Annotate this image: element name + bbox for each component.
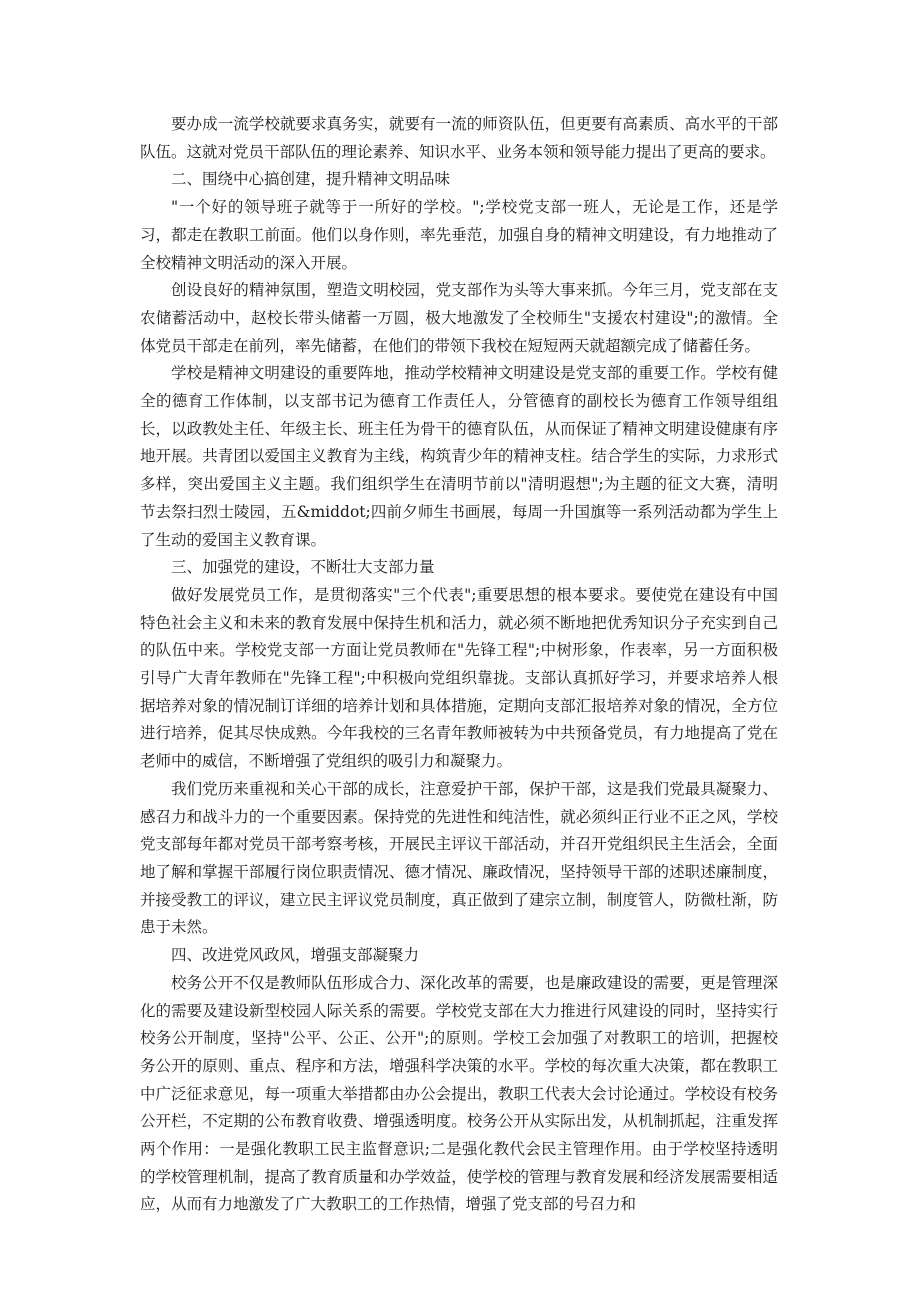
paragraph-5: 做好发展党员工作，是贯彻落实"三个代表";重要思想的根本要求。要使党在建设有中国特色社会主义和未来的教育发展中保持生机和活力，就必须不断地把优秀知识分子充实到自己的队伍中来。学校党支部一方面让党员教师在"先锋工程";中树形象，作表率，另一方面积极引导广大青年教师在"先锋工程";中积极向党组织靠拢。支部认真抓好学习，并要求培养人根据培养对象的情况制订详细的培养计划和具体措施，定期向支部汇报培养对象的情况，全方位进行培养，促其尽快成熟。今年我校的三名青年教师被转为中共预备党员，有力地提高了党在老师中的威信，不断增强了党组织的吸引力和凝聚力。 — [140, 585, 778, 771]
section-heading-4: 四、改进党风政风，增强支部凝聚力 — [171, 946, 420, 965]
paragraph-1: 要办成一流学校就要求真务实，就要有一流的师资队伍，但更要有高素质、高水平的干部队伍。这就对党员干部队伍的理论素养、知识水平、业务本领和领导能力提出了更高的要求。 — [140, 115, 778, 161]
paragraph-7: 校务公开不仅是教师队伍形成合力、深化改革的需要，也是廉政建设的需要，更是管理深化的需要及建设新型校园人际关系的需要。学校党支部在大力推进行风建设的同时，坚持实行校务公开制度，坚持"公平、公正、公开";的原则。学校工会加强了对教职工的培训，把握校务公开的原则、重点、程序和方法，增强科学决策的水平。学校的每次重大决策，都在教职工中广泛征求意见，每一项重大举措都由办公会提出，教职工代表大会讨论通过。学校设有校务公开栏，不定期的公布教育收费、增强透明度。校务公开从实际出发，从机制抓起，注重发挥两个作用：一是强化教职工民主监督意识;二是强化教代会民主管理作用。由于学校坚持透明的学校管理机制，提高了教育质量和办学效益，使学校的管理与教育发展和经济发展需要相适应，从而有力地激发了广大教职工的工作热情，增强了党支部的号召力和 — [140, 973, 778, 1214]
paragraph-6: 我们党历来重视和关心干部的成长，注意爱护干部，保护干部，这是我们党最具凝聚力、感召力和战斗力的一个重要因素。保持党的先进性和纯洁性，就必须纠正行业不正之风，学校党支部每年都对党员干部考察考核，开展民主评议干部活动，并召开党组织民主生活会，全面地了解和掌握干部履行岗位职责情况、德才情况、廉政情况，坚持领导干部的述职述廉制度，并接受教工的评议，建立民主评议党员制度，真正做到了建宗立制，制度管人，防微杜渐，防患于未然。 — [140, 779, 778, 937]
paragraph-2: "一个好的领导班子就等于一所好的学校。";学校党支部一班人，无论是工作，还是学习，都走在教职工前面。他们以身作则，率先垂范，加强自身的精神文明建设，有力地推动了全校精神文明活动的深入开展。 — [140, 198, 778, 272]
document-body — [140, 111, 778, 1219]
paragraph-4: 学校是精神文明建设的重要阵地，推动学校精神文明建设是党支部的重要工作。学校有健全的德育工作体制，以支部书记为德育工作责任人，分管德育的副校长为德育工作领导组组长，以政教处主任、年级主长、班主任为骨干的德育队伍，从而保证了精神文明建设健康有序地开展。共青团以爱国主义教育为主线，构筑青少年的精神支柱。结合学生的实际，力求形式多样，突出爱国主义主题。我们组织学生在清明节前以"清明遐想";为主题的征文大赛，清明节去祭扫烈士陵园，五&middot;四前夕师生书画展，每周一升国旗等一系列活动都为学生上了生动的爱国主义教育课。 — [140, 364, 778, 549]
paragraph-3: 创设良好的精神氛围，塑造文明校园，党支部作为头等大事来抓。今年三月，党支部在支农储蓄活动中，赵校长带头储蓄一万圆，极大地激发了全校师生"支援农村建设";的激情。全体党员干部走在前列，率先储蓄，在他们的带领下我校在短短两天就超额完成了储蓄任务。 — [140, 281, 778, 355]
section-heading-2: 二、围绕中心搞创建，提升精神文明品味 — [171, 170, 451, 189]
section-heading-3: 三、加强党的建设，不断壮大支部力量 — [171, 558, 435, 577]
